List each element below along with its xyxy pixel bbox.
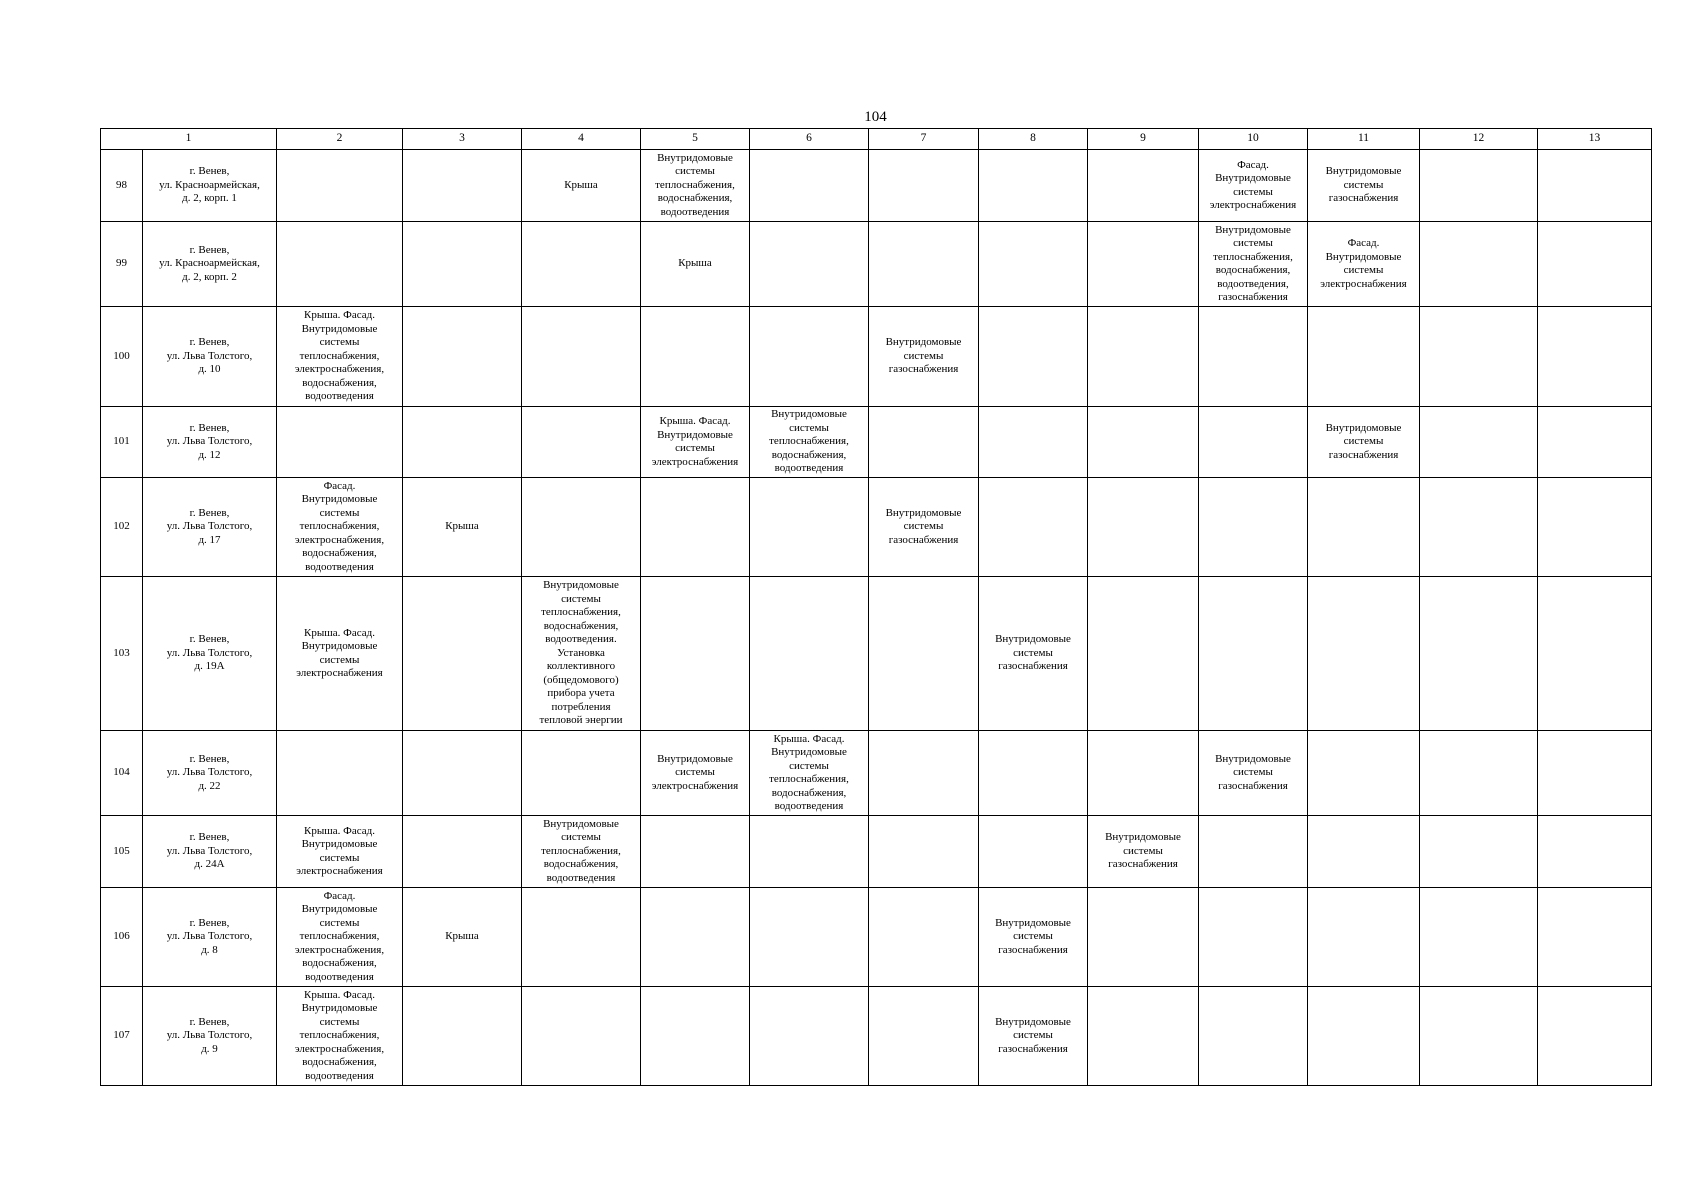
work-cell — [641, 407, 750, 478]
work-cell — [1308, 478, 1420, 577]
work-cell — [641, 150, 750, 222]
work-cell — [1308, 307, 1420, 407]
work-cell — [1538, 577, 1652, 731]
work-cell — [277, 816, 403, 888]
work-cell — [979, 816, 1088, 888]
work-cell — [750, 150, 869, 222]
work-text: Крыша — [445, 520, 479, 533]
work-cell — [1420, 150, 1538, 222]
work-cell — [1199, 888, 1308, 987]
table-row — [101, 816, 1652, 888]
work-cell — [641, 222, 750, 307]
work-cell — [1199, 987, 1308, 1086]
work-cell — [1308, 150, 1420, 222]
work-cell — [1199, 577, 1308, 731]
table-row — [101, 150, 1652, 222]
work-cell — [979, 987, 1088, 1086]
work-cell — [750, 407, 869, 478]
work-cell — [1538, 816, 1652, 888]
work-text: Внутридомовые системы газоснабжения — [995, 916, 1071, 956]
work-cell — [641, 478, 750, 577]
work-cell — [522, 407, 641, 478]
work-cell — [750, 987, 869, 1086]
work-cell — [1088, 987, 1199, 1086]
work-cell — [522, 731, 641, 816]
address-cell — [143, 307, 277, 407]
repair-schedule-table — [100, 128, 1652, 1086]
work-cell — [403, 222, 522, 307]
work-cell — [641, 987, 750, 1086]
address-cell — [143, 407, 277, 478]
work-cell — [869, 150, 979, 222]
work-text: Фасад. Внутридомовые системы электроснабжения — [1209, 158, 1297, 211]
work-cell — [403, 407, 522, 478]
work-cell — [277, 307, 403, 407]
column-header: 12 — [1420, 129, 1538, 150]
work-cell — [277, 222, 403, 307]
work-cell — [1420, 577, 1538, 731]
work-cell — [869, 987, 979, 1086]
work-text: Крыша — [445, 930, 479, 943]
address-text: г. Венев, ул. Льва Толстого, д. 8 — [166, 916, 253, 956]
work-cell — [1088, 150, 1199, 222]
work-text: Внутридомовые системы газоснабжения — [885, 506, 962, 546]
work-cell — [1538, 307, 1652, 407]
column-header: 2 — [277, 129, 403, 150]
work-cell — [277, 478, 403, 577]
address-cell — [143, 150, 277, 222]
work-cell — [869, 816, 979, 888]
work-cell — [277, 987, 403, 1086]
work-cell — [1308, 987, 1420, 1086]
work-cell — [1308, 731, 1420, 816]
work-cell — [522, 478, 641, 577]
work-cell — [869, 888, 979, 987]
work-text: Внутридомовые системы теплоснабжения, водоснабжения, водоотведения — [655, 151, 735, 218]
work-cell — [522, 577, 641, 731]
column-header: 11 — [1308, 129, 1420, 150]
work-text: Внутридомовые системы теплоснабжения, водоснабжения, водоотведения. Установка коллективного (общедомового) прибора учета потребления тепловой энергии — [539, 579, 623, 727]
work-cell — [641, 816, 750, 888]
work-cell — [522, 816, 641, 888]
work-cell — [750, 478, 869, 577]
work-text: Крыша — [678, 257, 712, 270]
address-cell — [143, 577, 277, 731]
work-cell — [1538, 222, 1652, 307]
work-cell — [1420, 888, 1538, 987]
work-text: Внутридомовые системы газоснабжения — [1215, 752, 1291, 792]
work-cell — [750, 307, 869, 407]
work-cell — [522, 150, 641, 222]
column-number-row — [101, 129, 1652, 150]
work-cell — [1420, 478, 1538, 577]
work-cell — [1538, 407, 1652, 478]
work-cell — [750, 731, 869, 816]
work-cell — [403, 816, 522, 888]
column-header: 4 — [522, 129, 641, 150]
address-cell — [143, 816, 277, 888]
work-text: Внутридомовые системы теплоснабжения, водоснабжения, водоотведения — [541, 817, 621, 884]
work-text: Внутридомовые системы газоснабжения — [995, 633, 1071, 673]
work-cell — [403, 987, 522, 1086]
work-text: Фасад. Внутридомовые системы электроснабжения — [1320, 237, 1407, 290]
work-cell — [277, 731, 403, 816]
address-cell — [143, 888, 277, 987]
work-cell — [1088, 577, 1199, 731]
work-cell — [1308, 888, 1420, 987]
work-cell — [750, 577, 869, 731]
work-text: Фасад. Внутридомовые системы теплоснабжения, электроснабжения, водоснабжения, водоотведения — [294, 479, 385, 573]
address-text: г. Венев, ул. Льва Толстого, д. 17 — [166, 506, 253, 546]
work-cell — [1420, 222, 1538, 307]
work-cell — [979, 307, 1088, 407]
work-cell — [1308, 816, 1420, 888]
work-cell — [1199, 478, 1308, 577]
work-cell — [1420, 307, 1538, 407]
work-cell — [1088, 407, 1199, 478]
table-row — [101, 222, 1652, 307]
work-cell — [641, 731, 750, 816]
work-text: Крыша. Фасад. Внутридомовые системы электроснабжения — [651, 415, 739, 468]
work-cell — [1420, 816, 1538, 888]
work-cell — [403, 577, 522, 731]
work-cell — [277, 150, 403, 222]
address-text: г. Венев, ул. Льва Толстого, д. 24А — [166, 831, 253, 871]
column-header: 5 — [641, 129, 750, 150]
row-number: 105 — [101, 816, 143, 888]
work-text: Крыша. Фасад. Внутридомовые системы теплоснабжения, электроснабжения, водоснабжения, водоотведения — [294, 309, 385, 403]
table-row — [101, 478, 1652, 577]
work-cell — [1088, 307, 1199, 407]
row-number: 98 — [101, 150, 143, 222]
column-header: 3 — [403, 129, 522, 150]
work-cell — [641, 307, 750, 407]
work-cell — [1538, 731, 1652, 816]
work-cell — [1088, 816, 1199, 888]
work-text: Внутридомовые системы теплоснабжения, водоснабжения, водоотведения, газоснабжения — [1213, 223, 1293, 303]
work-cell — [979, 150, 1088, 222]
table-row — [101, 407, 1652, 478]
work-cell — [979, 407, 1088, 478]
work-cell — [869, 222, 979, 307]
address-text: г. Венев, ул. Льва Толстого, д. 12 — [166, 421, 253, 461]
work-text: Крыша. Фасад. Внутридомовые системы теплоснабжения, водоснабжения, водоотведения — [769, 732, 849, 812]
work-cell — [1308, 222, 1420, 307]
work-cell — [979, 478, 1088, 577]
work-cell — [1420, 987, 1538, 1086]
work-cell — [641, 888, 750, 987]
work-cell — [1308, 577, 1420, 731]
work-text: Внутридомовые системы газоснабжения — [1325, 165, 1402, 205]
table-row — [101, 577, 1652, 731]
work-cell — [1199, 407, 1308, 478]
work-cell — [641, 577, 750, 731]
work-cell — [750, 816, 869, 888]
work-text: Внутридомовые системы газоснабжения — [995, 1015, 1071, 1055]
column-header: 7 — [869, 129, 979, 150]
work-cell — [1538, 888, 1652, 987]
work-text: Крыша — [564, 178, 598, 191]
work-cell — [1199, 307, 1308, 407]
column-header: 6 — [750, 129, 869, 150]
address-text: г. Венев, ул. Льва Толстого, д. 19А — [166, 633, 253, 673]
work-cell — [403, 307, 522, 407]
work-cell — [979, 888, 1088, 987]
work-cell — [1420, 731, 1538, 816]
work-cell — [1420, 407, 1538, 478]
work-cell — [869, 577, 979, 731]
row-number: 100 — [101, 307, 143, 407]
work-cell — [869, 731, 979, 816]
work-cell — [869, 478, 979, 577]
work-cell — [1088, 478, 1199, 577]
row-number: 103 — [101, 577, 143, 731]
table-row — [101, 888, 1652, 987]
work-cell — [1308, 407, 1420, 478]
column-header: 9 — [1088, 129, 1199, 150]
row-number: 101 — [101, 407, 143, 478]
work-text: Крыша. Фасад. Внутридомовые системы электроснабжения — [296, 626, 383, 679]
work-cell — [403, 478, 522, 577]
address-cell — [143, 987, 277, 1086]
address-cell — [143, 222, 277, 307]
address-text: г. Венев, ул. Красноармейская, д. 2, корп. 2 — [159, 243, 260, 283]
table-row — [101, 731, 1652, 816]
work-cell — [869, 307, 979, 407]
work-cell — [979, 731, 1088, 816]
row-number: 104 — [101, 731, 143, 816]
work-text: Внутридомовые системы газоснабжения — [885, 336, 962, 376]
column-header: 10 — [1199, 129, 1308, 150]
work-cell — [522, 222, 641, 307]
address-cell — [143, 731, 277, 816]
column-header: 13 — [1538, 129, 1652, 150]
table-row — [101, 307, 1652, 407]
work-cell — [1538, 478, 1652, 577]
address-text: г. Венев, ул. Красноармейская, д. 2, корп. 1 — [159, 165, 260, 205]
work-cell — [1088, 222, 1199, 307]
address-text: г. Венев, ул. Льва Толстого, д. 22 — [166, 752, 253, 792]
column-header: 8 — [979, 129, 1088, 150]
row-number: 106 — [101, 888, 143, 987]
work-text: Внутридомовые системы газоснабжения — [1325, 421, 1402, 461]
work-cell — [1088, 731, 1199, 816]
work-text: Крыша. Фасад. Внутридомовые системы теплоснабжения, электроснабжения, водоснабжения, водоотведения — [294, 988, 385, 1082]
work-cell — [979, 222, 1088, 307]
work-cell — [277, 888, 403, 987]
work-cell — [979, 577, 1088, 731]
work-cell — [1199, 816, 1308, 888]
work-cell — [522, 888, 641, 987]
work-cell — [869, 407, 979, 478]
address-text: г. Венев, ул. Льва Толстого, д. 9 — [166, 1015, 253, 1055]
address-text: г. Венев, ул. Льва Толстого, д. 10 — [166, 336, 253, 376]
work-cell — [403, 888, 522, 987]
table-row — [101, 987, 1652, 1086]
work-cell — [403, 150, 522, 222]
work-cell — [403, 731, 522, 816]
work-text: Внутридомовые системы газоснабжения — [1105, 831, 1181, 871]
work-cell — [1538, 987, 1652, 1086]
work-cell — [522, 987, 641, 1086]
work-cell — [277, 577, 403, 731]
row-number: 102 — [101, 478, 143, 577]
row-number: 107 — [101, 987, 143, 1086]
work-text: Внутридомовые системы электроснабжения — [651, 752, 739, 792]
work-text: Внутридомовые системы теплоснабжения, водоснабжения, водоотведения — [769, 408, 849, 475]
work-text: Фасад. Внутридомовые системы теплоснабжения, электроснабжения, водоснабжения, водоотведения — [294, 889, 385, 983]
work-text: Крыша. Фасад. Внутридомовые системы электроснабжения — [296, 824, 383, 877]
work-cell — [1088, 888, 1199, 987]
column-header: 1 — [101, 129, 277, 150]
work-cell — [750, 222, 869, 307]
row-number: 99 — [101, 222, 143, 307]
work-cell — [1538, 150, 1652, 222]
work-cell — [522, 307, 641, 407]
work-cell — [277, 407, 403, 478]
work-cell — [1199, 150, 1308, 222]
work-cell — [750, 888, 869, 987]
work-cell — [1199, 731, 1308, 816]
work-cell — [1199, 222, 1308, 307]
page-number: 104 — [864, 109, 887, 125]
address-cell — [143, 478, 277, 577]
